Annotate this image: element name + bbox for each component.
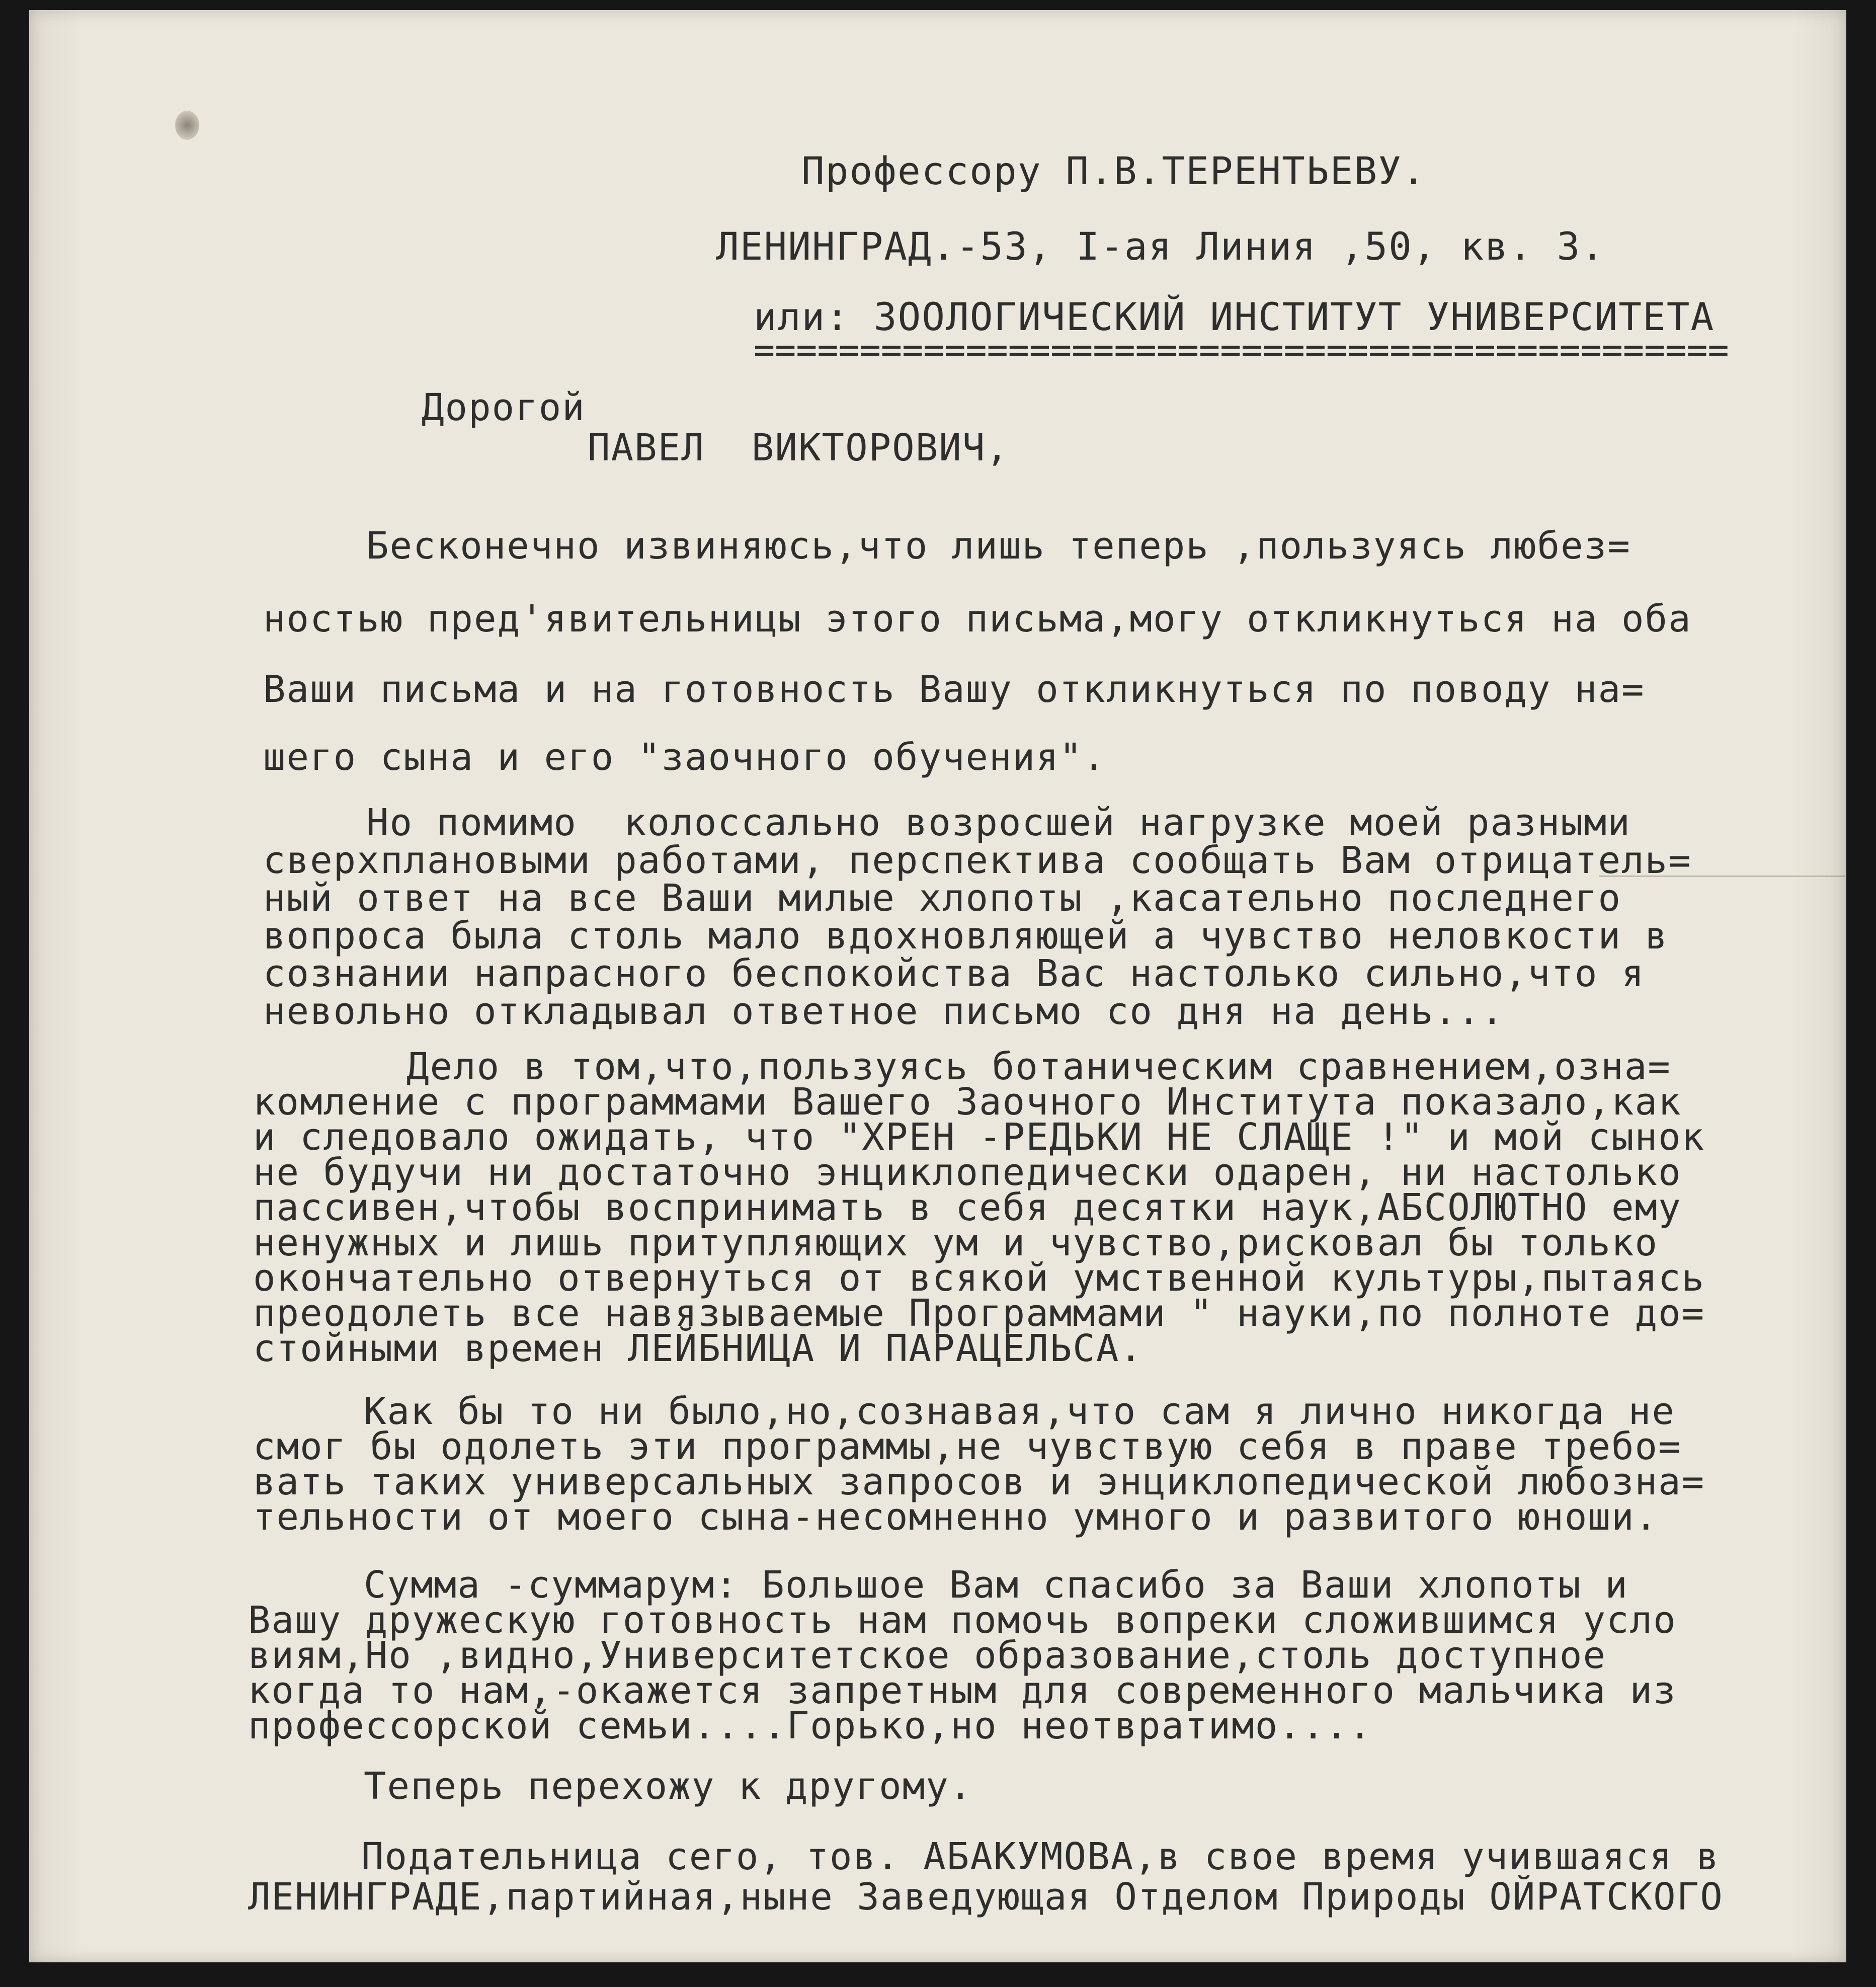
recipient-line: Профессору П.В.ТЕРЕНТЬЕВУ. [801,148,1426,193]
paragraph-3-line-6: ненужных и лишь притупляющих ум и чувство,рисковал бы только [253,1221,1659,1264]
letter-sheet [29,10,1846,1962]
paragraph-7-line-2: ЛЕНИНГРАДЕ,партийная,ныне Заведующая Отделом Природы ОЙРАТСКОГО [248,1875,1724,1919]
paragraph-5-line-3: виям,Но ,видно,Университетское образование,столь доступное [248,1634,1607,1677]
address-line: ЛЕНИНГРАД.-53, I-ая Линия ,50, кв. 3. [716,224,1605,269]
alt-address-line: или: ЗООЛОГИЧЕСКИЙ ИНСТИТУТ УНИВЕРСИТЕТА [754,294,1715,339]
paragraph-3-line-5: пассивен,чтобы воспринимать в себя десятки наук,АБСОЛЮТНО ему [253,1186,1682,1229]
paragraph-1-line-2: ностью пред'явительницы этого письма,могу откликнуться на оба [263,597,1692,641]
paragraph-6-line-1: Теперь перехожу к другому. [364,1765,973,1808]
paragraph-3-line-1: Дело в том,что,пользуясь ботаническим сравнением,озна= [406,1045,1671,1088]
paragraph-4-line-1: Как бы то ни было,но,сознавая,что сам я лично никогда не [364,1390,1675,1433]
paragraph-2-line-6: невольно откладывал ответное письмо со дня на день... [263,990,1505,1033]
paragraph-3-line-7: окончательно отвернуться от всякой умственной культуры,пытаясь [253,1256,1705,1300]
paragraph-2-line-1: Но помимо колоссально возросшей нагрузке моей разными [366,801,1631,844]
paragraph-7-line-1: Подательница сего, тов. АБАКУМОВА,в свое время учившаяся в [361,1835,1720,1878]
paragraph-3-line-8: преодолеть все навязываемые Программами " науки,по полноте до= [253,1292,1705,1335]
paragraph-4-line-4: тельности от моего сына-несомненно умного и развитого юноши. [253,1495,1659,1539]
paragraph-2-line-4: вопроса была столь мало вдохновляющей а чувство неловкости в [263,914,1669,958]
paragraph-4-line-3: вать таких универсальных запросов и энциклопедической любозна= [253,1460,1705,1503]
paragraph-2-line-2: сверхплановыми работами, перспектива сообщать Вам отрицатель= [263,839,1692,882]
paragraph-5-line-1: Сумма -суммарум: Большое Вам спасибо за Ваши хлопоты и [364,1563,1628,1607]
paragraph-1-line-1: Бесконечно извиняюсь,что лишь теперь ,пользуясь любез= [366,524,1631,568]
paragraph-4-line-2: смог бы одолеть эти программы,не чувствую себя в праве требо= [253,1425,1682,1468]
paragraph-5-line-4: когда то нам,-окажется запретным для современного мальчика из [248,1669,1677,1712]
addressee-name: ПАВЕЛ ВИКТОРОВИЧ, [588,426,1009,469]
header-separator: ============================================== [754,329,1729,370]
paragraph-3-line-4: не будучи ни достаточно энциклопедически одарен, ни настолько [253,1151,1682,1194]
paragraph-3-line-3: и следовало ожидать, что "ХРЕН -РЕДЬКИ НЕ СЛАЩЕ !" и мой сынок [253,1116,1705,1159]
paragraph-1-line-4: шего сына и его "заочного обучения". [263,736,1106,779]
paragraph-1-line-3: Ваши письма и на готовность Вашу откликнуться по поводу на= [263,668,1645,711]
paragraph-5-line-5: профессорской семьи....Горько,но неотвратимо.... [248,1704,1372,1747]
paragraph-3-line-9: стойными времен ЛЕЙБНИЦА И ПАРАЦЕЛЬСА. [253,1327,1143,1370]
paragraph-3-line-2: комление с программами Вашего Заочного Института показало,как [253,1080,1682,1124]
paragraph-5-line-2: Вашу дружескую готовность нам помочь вопреки сложившимся усло [248,1599,1677,1642]
paragraph-2-line-3: ный ответ на все Ваши милые хлопоты ,касательно последнего [263,877,1622,920]
salutation: Дорогой [422,386,586,429]
paragraph-2-line-5: сознании напрасного беспокойства Вас настолько сильно,что я [263,952,1645,995]
punch-hole [175,111,199,140]
